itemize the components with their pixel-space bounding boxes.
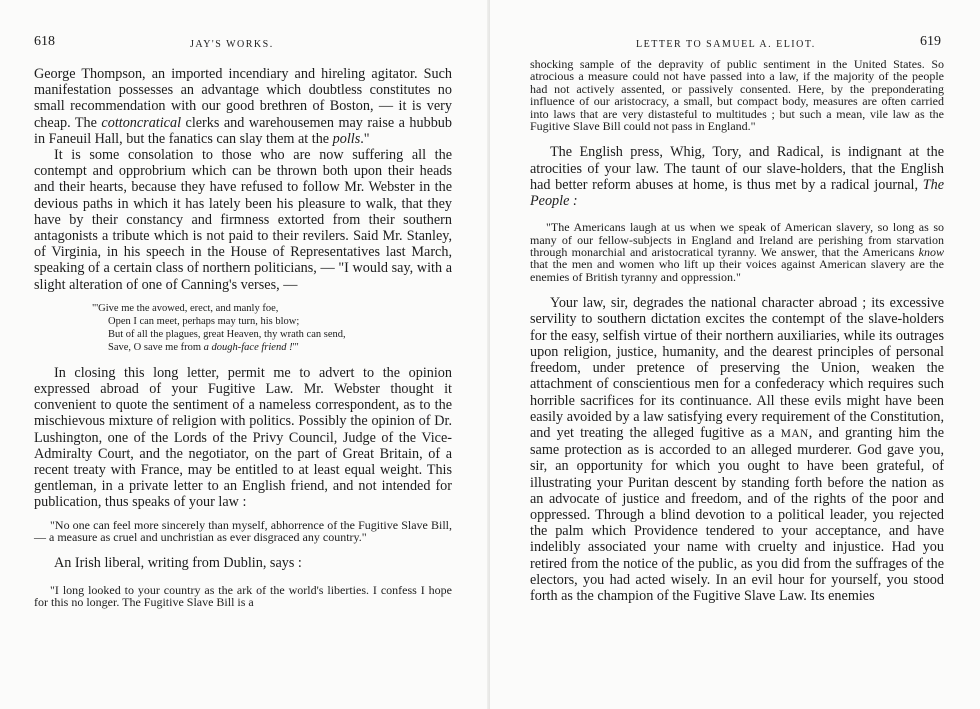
left-running-head: JAY'S WORKS.	[190, 39, 274, 50]
left-paragraph-4: An Irish liberal, writing from Dublin, says :	[54, 555, 302, 572]
lushington-quote: "No one can feel more sincerely than myself, abhorrence of the Fugitive Slave Bill, — a measure as cruel and unchristian as ever disgraced any country."	[34, 517, 452, 545]
right-running-head: LETTER TO SAMUEL A. ELIOT.	[636, 39, 816, 50]
verse-line: "'Give me the avowed, erect, and manly foe,	[92, 302, 279, 314]
right-page-number: 619	[920, 34, 941, 49]
verse-line: Save, O save me from a dough-face friend !'"	[108, 341, 299, 353]
right-paragraph-2: Your law, sir, degrades the national character abroad ; its excessive servility to southern dictation excites the contempt of the slave-holders for the easy, selfish virtue of their northern auxiliaries, while its outrages upon religion, justice, humanity, and the dearest principles of personal freedom, under pretence of preserving the Union, weaken the attachment of conscientious men for a confederacy which requires such horrible sacrifices for its continuance. All these evils might have been easily avoided by a law satisfying every requirement of the Constitution, and yet treating the alleged fugitive as a MAN, and granting him the same protection as is accorded to an alleged murderer. God gave you, sir, an opportunity for which you ought to have been grateful, of illustrating your Puritan descent by standing forth before the nation as an advocate of justice and freedom, and of the rights of the poor and oppressed. Through a blind devotion to a political leader, you rejected the palm which Providence tendered to your acceptance, and have indelibly associated your name with cruelty and injustice. Had you retired from the notice of the public, as you did from the suffrages of the electors, you had acted wisely. In an evil hour for yourself, you stood forth as the champion of the Fugitive Slave Law. Its enemies	[530, 295, 945, 604]
canning-verse	[92, 302, 452, 354]
left-text-column	[34, 66, 452, 609]
verse-line: Open I can meet, perhaps may turn, his blow;	[108, 315, 300, 327]
left-page-number: 618	[34, 34, 55, 49]
right-text-column	[530, 58, 944, 604]
dublin-quote-continued: shocking sample of the depravity of public sentiment in the United States. So atrocious a measure could not have passed into a law, if the majority of the people had not actively assented, or passively consented. Here, by the preponderating influence of our aristocracy, a small, but compact body, measures are often carried into laws that are very distasteful to multitudes ; but such a mean, vile law as the Fugitive Slave Bill could not pass in England."	[530, 57, 944, 134]
verse-line: But of all the plagues, great Heaven, thy wrath can send,	[108, 328, 346, 340]
right-paragraph-1: The English press, Whig, Tory, and Radical, is indignant at the atrocities of your law. The taunt of our slave-holders, that the English had better reform abuses at home, is thus met by a radical journal, The People :	[530, 144, 945, 210]
right-page	[490, 0, 980, 709]
left-paragraph-3: In closing this long letter, permit me to advert to the opinion expressed abroad of your Fugitive Law. Mr. Webster thought it convenient to quote the sentiment of a nameless correspondent, as to the mischievous mixture of religion with politics. Possibly the opinion of Dr. Lushington, one of the Lords of the Privy Council, Judge of the Vice-Admiralty Court, and the negotiator, on the part of Great Britain, of a recent treaty with France, may be entitled to at least equal weight. This gentleman, in a private letter to an English friend, and not intended for publication, thus speaks of your law :	[34, 364, 452, 511]
left-paragraph-2: It is some consolation to those who are now suffering all the contempt and opprobrium which can be thrown both upon their heads and their hearts, because they have refused to follow Mr. Webster in the devious paths in which it has lately been his pleasure to walk, that they have by their constancy and firmness extorted from their southern antagonists a tribute which is not paid to their revilers. Said Mr. Stanley, of Virginia, in his speech in the House of Representatives last March, speaking of a certain class of northern politicians, — "I would say, with a slight alteration of one of Canning's verses, —	[34, 147, 452, 293]
left-paragraph-1: George Thompson, an imported incendiary and hireling agitator. Such manifestation possesses an advantage which doubtless constitutes no small recommendation with our good brethren of Boston, — it is very cheap. The cottoncratical clerks and warehousemen may raise a hubbub in Faneuil Hall, but the fanatics can slay them at the polls."	[34, 66, 452, 147]
dublin-quote: "I long looked to your country as the ark of the world's liberties. I confess I hope for this no longer. The Fugitive Slave Bill is a	[34, 582, 452, 610]
the-people-quote: "The Americans laugh at us when we speak of American slavery, so long as so many of our fellow-subjects in England and Ireland are perishing from starvation through monarchial and aristocratical tyranny. We answer, that the Americans know that the men and women who lift up their voices against American slavery are the enemies of British tyranny and oppression."	[530, 220, 945, 284]
